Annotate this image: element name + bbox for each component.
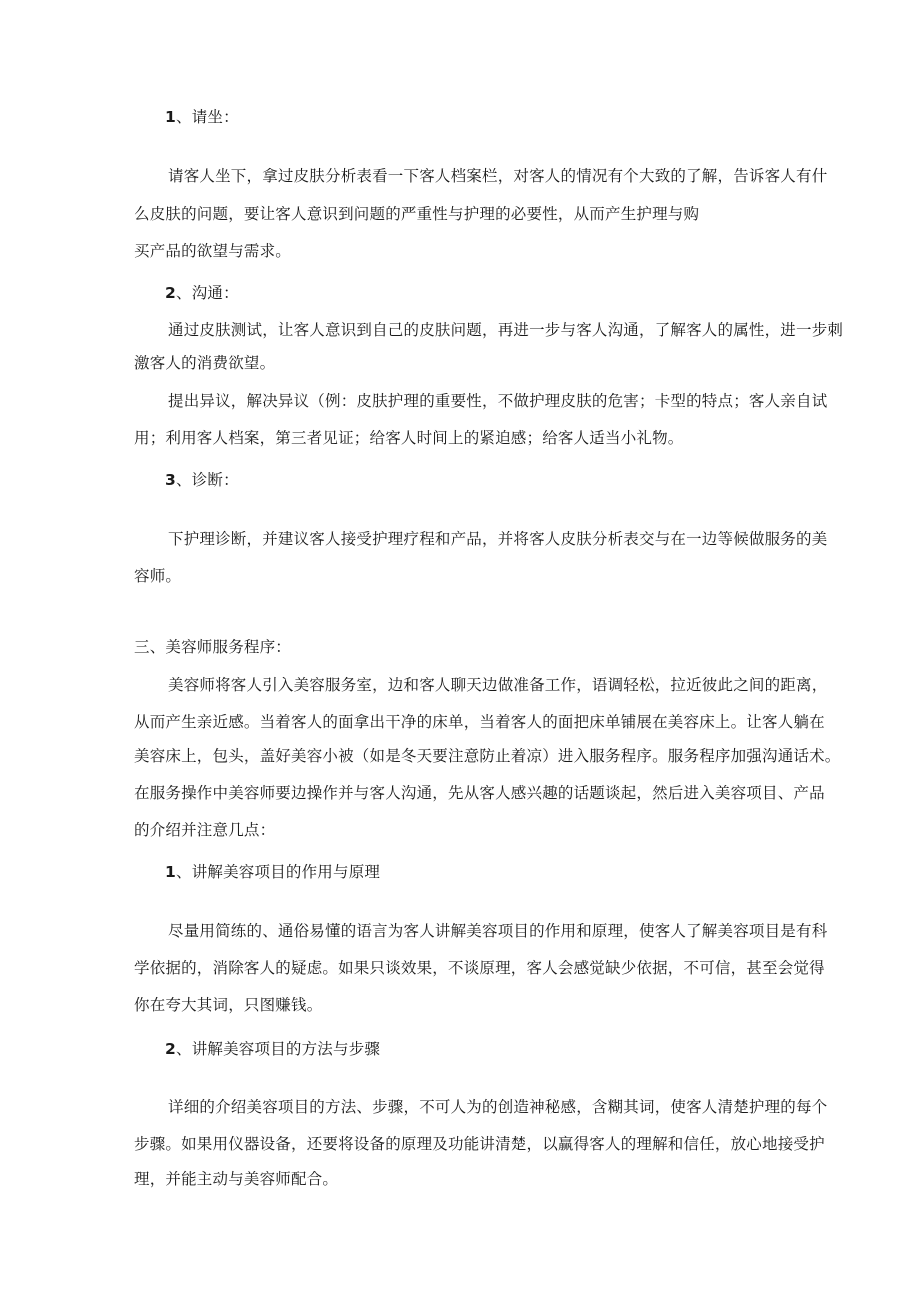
- paragraph-line: 美容床上，包头，盖好美容小被（如是冬天要注意防止着凉）进入服务程序。服务程序加强沟通话术。: [134, 747, 841, 765]
- heading-number: 2: [165, 284, 176, 302]
- heading-number: 2: [165, 1040, 176, 1058]
- paragraph-line: 理，并能主动与美容师配合。: [134, 1170, 339, 1188]
- paragraph-line: 美容师将客人引入美容服务室，边和客人聊天边做准备工作，语调轻松，拉近彼此之间的距离，: [168, 676, 828, 694]
- paragraph-line: 下护理诊断，并建议客人接受护理疗程和产品，并将客人皮肤分析表交与在一边等候做服务的美: [168, 530, 828, 548]
- paragraph-line: 请客人坐下，拿过皮肤分析表看一下客人档案栏，对客人的情况有个大致的了解，告诉客人有什: [168, 167, 828, 185]
- heading-text: 、诊断：: [176, 471, 239, 489]
- paragraph-line: 步骤。如果用仪器设备，还要将设备的原理及功能讲清楚，以赢得客人的理解和信任，放心地接受护: [134, 1135, 825, 1153]
- paragraph-line: 的介绍并注意几点：: [134, 821, 276, 839]
- paragraph-line: 你在夸大其词，只图赚钱。: [134, 996, 323, 1014]
- paragraph-line: 详细的介绍美容项目的方法、步骤，不可人为的创造神秘感，含糊其词，使客人清楚护理的每个: [168, 1098, 828, 1116]
- heading-text: 、沟通：: [176, 284, 239, 302]
- heading-please-sit: [165, 107, 239, 127]
- heading-number: 3: [165, 471, 176, 489]
- heading-explain-method: [165, 1039, 380, 1059]
- heading-number: 1: [165, 108, 176, 126]
- paragraph-line: 在服务操作中美容师要边操作并与客人沟通，先从客人感兴趣的话题谈起，然后进入美容项目、产品: [134, 784, 825, 802]
- heading-text: 、讲解美容项目的方法与步骤: [176, 1040, 381, 1058]
- paragraph-line: 买产品的欲望与需求。: [134, 242, 292, 260]
- heading-text: 、请坐：: [176, 108, 239, 126]
- heading-text: 、讲解美容项目的作用与原理: [176, 863, 381, 881]
- heading-communicate: [165, 283, 239, 303]
- heading-number: 1: [165, 863, 176, 881]
- heading-diagnosis: [165, 470, 239, 490]
- paragraph-line: 用；利用客人档案，第三者见证；给客人时间上的紧迫感；给客人适当小礼物。: [134, 429, 684, 447]
- paragraph-line: 通过皮肤测试，让客人意识到自己的皮肤问题，再进一步与客人沟通，了解客人的属性，进一步刺: [168, 321, 844, 339]
- paragraph-line: 从而产生亲近感。当着客人的面拿出干净的床单，当着客人的面把床单铺展在美容床上。让客人躺在: [134, 713, 825, 731]
- paragraph-line: 学依据的，消除客人的疑虑。如果只谈效果，不谈原理，客人会感觉缺少依据，不可信，甚至会觉得: [134, 959, 825, 977]
- paragraph-line: 激客人的消费欲望。: [134, 354, 276, 372]
- paragraph-line: 容师。: [134, 567, 182, 585]
- paragraph-line: 么皮肤的问题，要让客人意识到问题的严重性与护理的必要性，从而产生护理与购: [134, 205, 700, 223]
- paragraph-line: 提出异议，解决异议（例：皮肤护理的重要性，不做护理皮肤的危害；卡型的特点；客人亲自试: [168, 392, 828, 410]
- paragraph-line: 尽量用简练的、通俗易懂的语言为客人讲解美容项目的作用和原理，使客人了解美容项目是有科: [168, 922, 828, 940]
- section-title: 三、美容师服务程序：: [134, 638, 292, 656]
- heading-explain-function: [165, 862, 380, 882]
